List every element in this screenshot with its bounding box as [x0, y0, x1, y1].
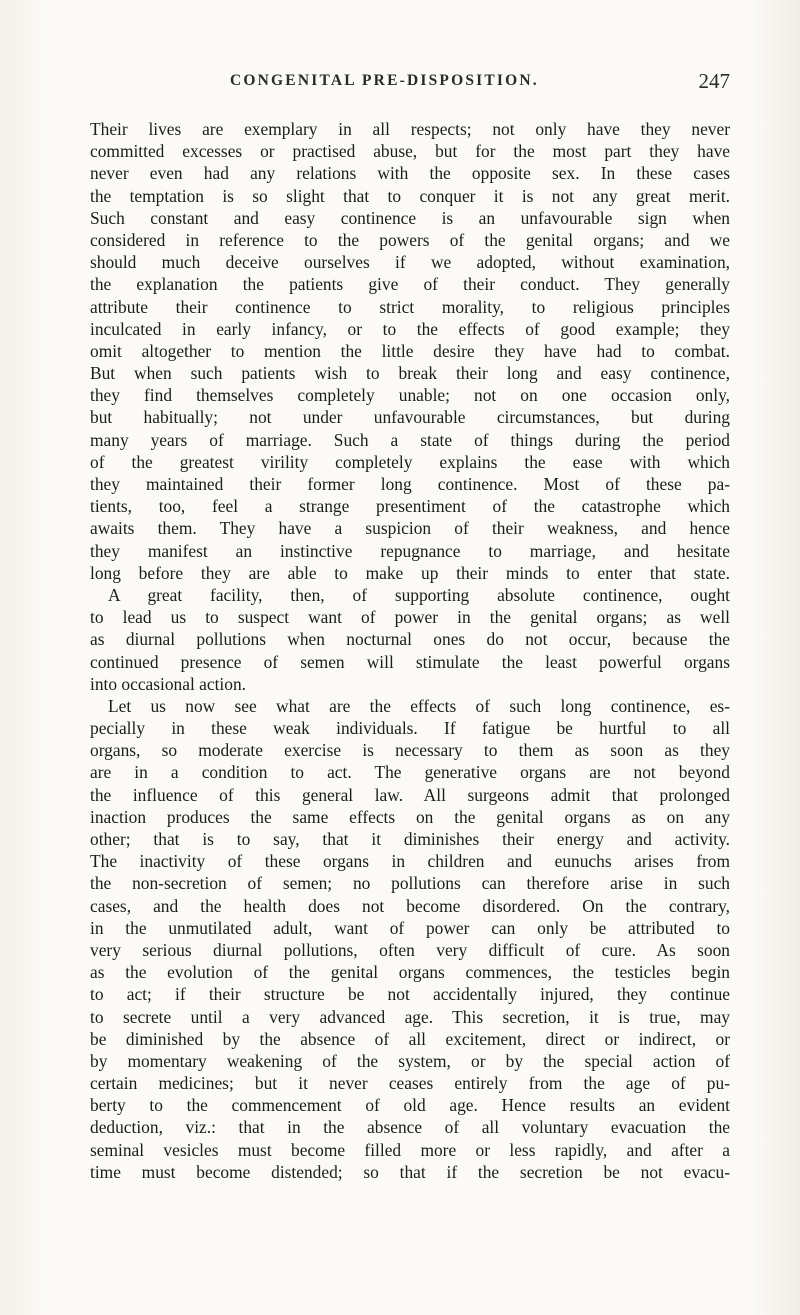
- text-line: the influence of this general law. All surgeons admit that prolonged: [90, 784, 730, 805]
- text-line: seminal vesicles must become filled more or less rapidly, and after a: [90, 1139, 730, 1160]
- text-line: the non-secretion of semen; no pollutions can therefore arise in such: [90, 873, 730, 894]
- paragraph-end-line: into occasional action.: [90, 673, 246, 694]
- paragraph-start-line: Let us now see what are the effects of such long continence, es-: [108, 695, 730, 716]
- body-text: [90, 118, 730, 1183]
- text-line: of the greatest virility completely explains the ease with which: [90, 451, 730, 472]
- text-line: But when such patients wish to break their long and easy continence,: [90, 363, 730, 384]
- text-line: inculcated in early infancy, or to the effects of good example; they: [90, 318, 730, 339]
- text-line: long before they are able to make up their minds to enter that state.: [90, 562, 730, 583]
- text-line: never even had any relations with the opposite sex. In these cases: [90, 163, 730, 184]
- text-line: by momentary weakening of the system, or by the special action of: [90, 1050, 730, 1071]
- text-line: omit altogether to mention the little desire they have had to combat.: [90, 340, 730, 361]
- text-line: the explanation the patients give of their conduct. They generally: [90, 274, 730, 295]
- text-line: considered in reference to the powers of the genital organs; and we: [90, 229, 730, 250]
- text-line: other; that is to say, that it diminishes their energy and activity.: [90, 829, 730, 849]
- running-title: CONGENITAL PRE-DISPOSITION.: [230, 72, 539, 89]
- text-line: to secrete until a very advanced age. This secretion, it is true, may: [90, 1006, 730, 1027]
- text-line: be diminished by the absence of all excitement, direct or indirect, or: [90, 1028, 730, 1049]
- text-line: tients, too, feel a strange presentiment of the catastrophe which: [90, 496, 730, 517]
- text-line: pecially in these weak individuals. If fatigue be hurtful to all: [90, 718, 730, 739]
- text-line: certain medicines; but it never ceases entirely from the age of pu-: [90, 1073, 730, 1094]
- text-line: as diurnal pollutions when nocturnal ones do not occur, because the: [90, 629, 730, 650]
- text-line: to lead us to suspect want of power in the genital organs; as well: [90, 607, 730, 628]
- text-line: inaction produces the same effects on the genital organs as on any: [90, 806, 730, 827]
- text-line: The inactivity of these organs in children and eunuchs arises from: [90, 851, 730, 872]
- text-line: as the evolution of the genital organs commences, the testicles begin: [90, 962, 730, 983]
- text-line: are in a condition to act. The generative organs are not beyond: [90, 762, 730, 783]
- text-line: they maintained their former long continence. Most of these pa-: [90, 474, 730, 494]
- text-line: the temptation is so slight that to conquer it is not any great merit.: [90, 185, 730, 206]
- text-line: in the unmutilated adult, want of power can only be attributed to: [90, 917, 730, 938]
- text-line: berty to the commencement of old age. Hence results an evident: [90, 1095, 730, 1116]
- text-line: deduction, viz.: that in the absence of all voluntary evacuation the: [90, 1117, 730, 1138]
- text-line: Their lives are exemplary in all respects; not only have they never: [90, 119, 730, 139]
- text-line: continued presence of semen will stimulate the least powerful organs: [90, 651, 730, 672]
- page-number: 247: [698, 69, 730, 93]
- text-line: they manifest an instinctive repugnance to marriage, and hesitate: [90, 540, 730, 561]
- text-line: attribute their continence to strict morality, to religious principles: [90, 296, 730, 317]
- text-line: awaits them. They have a suspicion of their weakness, and hence: [90, 518, 730, 539]
- text-line: time must become distended; so that if the secretion be not evacu-: [90, 1161, 730, 1182]
- text-line: cases, and the health does not become disordered. On the contrary,: [90, 895, 730, 916]
- paragraph-start-line: A great facility, then, of supporting absolute continence, ought: [108, 584, 730, 605]
- text-line: Such constant and easy continence is an unfavourable sign when: [90, 207, 730, 228]
- running-head: [90, 69, 730, 96]
- text-line: they find themselves completely unable; not on one occasion only,: [90, 385, 730, 406]
- text-line: organs, so moderate exercise is necessary to them as soon as they: [90, 740, 730, 761]
- text-line: committed excesses or practised abuse, but for the most part they have: [90, 141, 730, 162]
- text-line: but habitually; not under unfavourable circumstances, but during: [90, 407, 730, 428]
- text-line: many years of marriage. Such a state of things during the period: [90, 429, 730, 450]
- text-line: very serious diurnal pollutions, often very difficult of cure. As soon: [90, 939, 730, 960]
- text-line: should much deceive ourselves if we adopted, without examination,: [90, 252, 730, 273]
- text-line: to act; if their structure be not accidentally injured, they continue: [90, 984, 730, 1005]
